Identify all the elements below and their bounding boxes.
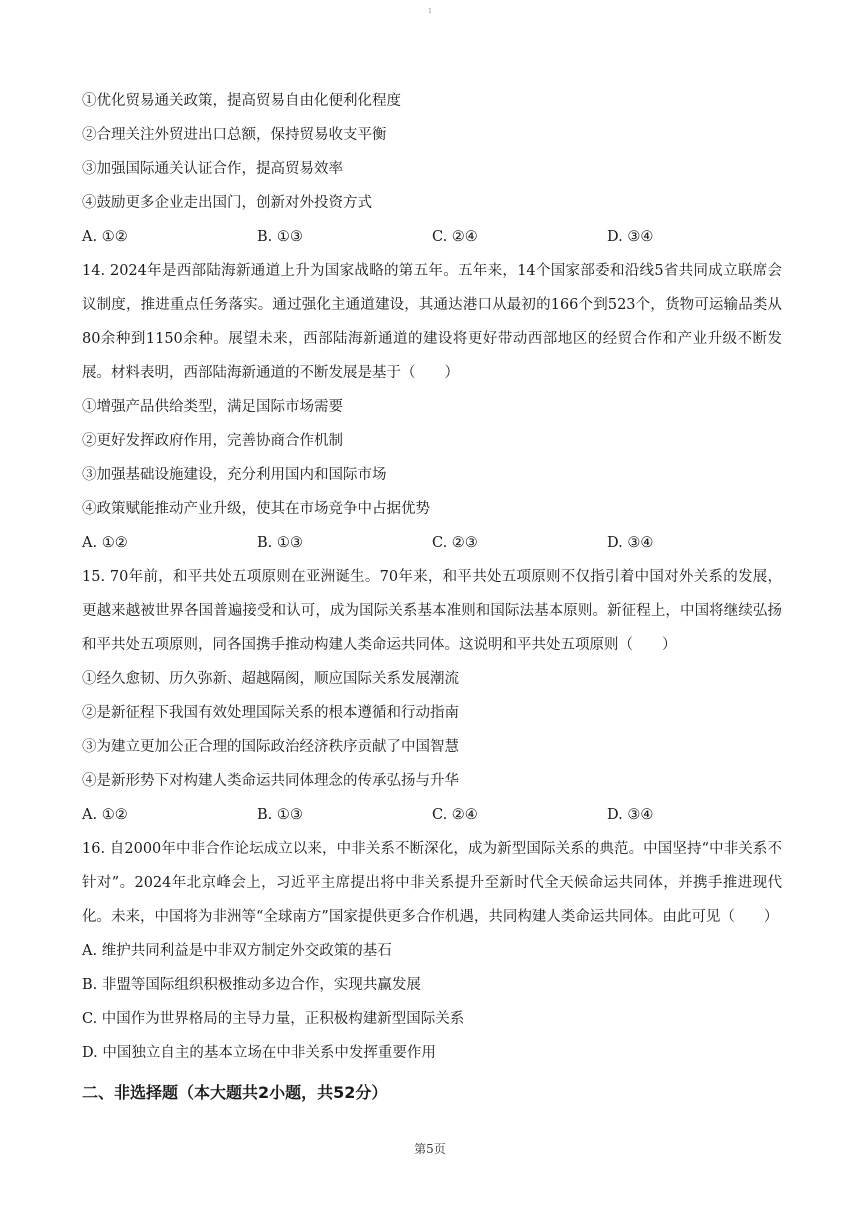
option-c: C. ②③: [432, 535, 478, 551]
statement-item: ③为建立更加公正合理的国际政治经济秩序贡献了中国智慧: [82, 739, 459, 755]
option-a: A. ①②: [82, 229, 128, 245]
question-13-block: [82, 84, 782, 254]
option-a: A. ①②: [82, 807, 128, 823]
statement-item: ①经久愈韧、历久弥新、超越隔阂，顺应国际关系发展潮流: [82, 671, 459, 687]
statement-item: ④鼓励更多企业走出国门，创新对外投资方式: [82, 195, 372, 211]
statement-item: ②合理关注外贸进出口总额，保持贸易收支平衡: [82, 127, 387, 143]
option-b: B. ①③: [257, 535, 303, 551]
question-15-stem: 15. 70年前，和平共处五项原则在亚洲诞生。70年来，和平共处五项原则不仅指引着中国对外关系的发展，更越来越被世界各国普遍接受和认可，成为国际关系基本准则和国际法基本原则。新征程上，中国将继续弘扬和平共处五项原则，同各国携手推动构建人类命运共同体。这说明和平共处五项原则（ ）: [82, 569, 782, 653]
question-16-stem: 16. 自2000年中非合作论坛成立以来，中非关系不断深化，成为新型国际关系的典范。中国坚持“中非关系不针对”。2024年北京峰会上，习近平主席提出将中非关系提升至新时代全天候命运共同体，并携手推进现代化。未来，中国将为非洲等“全球南方”国家提供更多合作机遇，共同构建人类命运共同体。由此可见（ ）: [82, 841, 782, 925]
option-b: B. ①③: [257, 807, 303, 823]
statement-item: ③加强基础设施建设，充分利用国内和国际市场: [82, 467, 387, 483]
exam-content: [82, 84, 782, 1112]
statement-item: ②更好发挥政府作用，完善协商合作机制: [82, 433, 343, 449]
page-number: 第5页: [414, 1142, 446, 1156]
question-15-block: [82, 560, 782, 832]
option-c: C. ②④: [432, 807, 478, 823]
page-mark: 1: [428, 8, 432, 15]
answer-choice-b: B. 非盟等国际组织积极推动多边合作，实现共赢发展: [82, 977, 421, 993]
option-c: C. ②④: [432, 229, 478, 245]
answer-choice-a: A. 维护共同利益是中非双方制定外交政策的基石: [82, 943, 392, 959]
answer-options: [82, 526, 782, 560]
answer-choice-d: D. 中国独立自主的基本立场在中非关系中发挥重要作用: [82, 1045, 436, 1061]
question-14-stem: 14. 2024年是西部陆海新通道上升为国家战略的第五年。五年来，14个国家部委和沿线5省共同成立联席会议制度，推进重点任务落实。通过强化主通道建设，其通达港口从最初的166个到523个，货物可运输品类从80余种到1150余种。展望未来，西部陆海新通道的建设将更好带动西部地区的经贸合作和产业升级不断发展。材料表明，西部陆海新通道的不断发展是基于（ ）: [82, 263, 782, 381]
statement-item: ①优化贸易通关政策，提高贸易自由化便利化程度: [82, 93, 401, 109]
question-14-block: [82, 254, 782, 560]
answer-options: [82, 220, 782, 254]
option-b: B. ①③: [257, 229, 303, 245]
option-a: A. ①②: [82, 535, 128, 551]
option-d: D. ③④: [607, 807, 654, 823]
statement-item: ④是新形势下对构建人类命运共同体理念的传承弘扬与升华: [82, 773, 459, 789]
statement-item: ①增强产品供给类型，满足国际市场需要: [82, 399, 343, 415]
option-d: D. ③④: [607, 535, 654, 551]
statement-item: ④政策赋能推动产业升级，使其在市场竞争中占据优势: [82, 501, 430, 517]
statement-item: ②是新征程下我国有效处理国际关系的根本遵循和行动指南: [82, 705, 459, 721]
question-16-block: [82, 832, 782, 1070]
answer-choice-c: C. 中国作为世界格局的主导力量，正积极构建新型国际关系: [82, 1011, 465, 1027]
answer-options: [82, 798, 782, 832]
statement-item: ③加强国际通关认证合作，提高贸易效率: [82, 161, 343, 177]
section-heading: 二、非选择题（本大题共2小题，共52分）: [82, 1083, 388, 1102]
option-d: D. ③④: [607, 229, 654, 245]
